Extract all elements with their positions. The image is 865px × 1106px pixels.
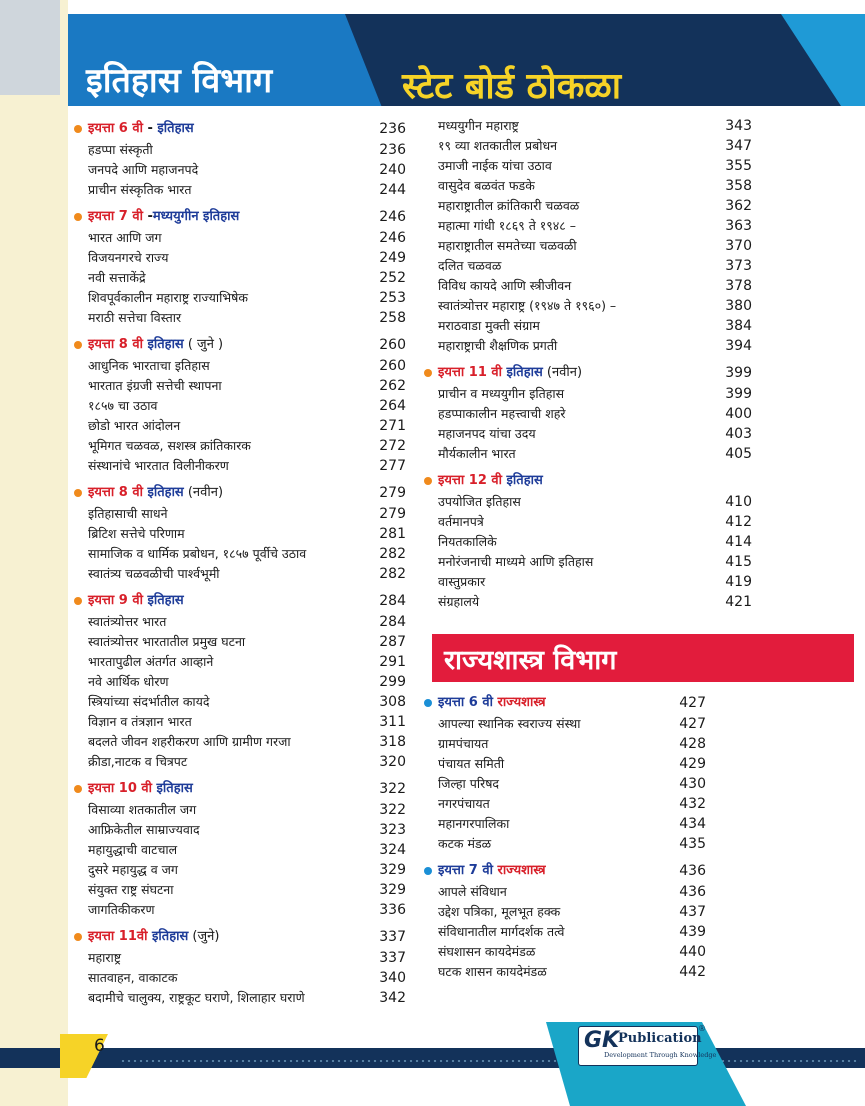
toc-page-number: 414	[725, 534, 752, 550]
toc-entry-title: विविध कायदे आणि स्त्रीजीवन	[438, 278, 572, 293]
toc-page-number: 439	[679, 924, 706, 940]
toc-entry	[422, 774, 712, 794]
section-standard: इयत्ता 8 वी	[88, 337, 143, 352]
toc-page-number: 436	[679, 863, 706, 879]
section-subject: इतिहास	[506, 473, 543, 488]
toc-page-number: 236	[379, 121, 406, 137]
toc-entry	[72, 968, 412, 988]
toc-entry	[422, 532, 762, 552]
book-title: स्टेट बोर्ड ठोकळा	[402, 66, 622, 107]
section-heading-text	[88, 206, 239, 228]
toc-page-number: 432	[679, 796, 706, 812]
toc-entry-title: वासुदेव बळवंत फडके	[438, 178, 535, 193]
toc-page-number: 279	[379, 506, 406, 522]
political-science-title: राज्यशास्त्र विभाग	[444, 645, 617, 676]
toc-entry	[422, 552, 762, 572]
toc-entry	[422, 444, 762, 464]
toc-page-number: 291	[379, 654, 406, 670]
toc-page-number: 252	[379, 270, 406, 286]
toc-entry-title: जागतिकीकरण	[88, 902, 155, 917]
section-subject: इतिहास	[157, 121, 194, 136]
toc-entry-title: संघशासन कायदेमंडळ	[438, 944, 536, 959]
toc-entry-title: भूमिगत चळवळ, सशस्त्र क्रांतिकारक	[88, 438, 251, 453]
toc-entry	[422, 176, 762, 196]
toc-page-number: 236	[379, 142, 406, 158]
section-separator: -	[142, 121, 158, 136]
section-standard: इयत्ता 11 वी	[438, 365, 503, 380]
toc-entry	[422, 196, 762, 216]
toc-page-number: 442	[679, 964, 706, 980]
toc-entry	[72, 632, 412, 652]
toc-entry-title: मराठी सत्तेचा विस्तार	[88, 310, 182, 325]
bullet-dot-icon	[424, 699, 432, 707]
toc-entry	[72, 860, 412, 880]
page-number: 6	[94, 1036, 105, 1056]
toc-entry	[72, 356, 412, 376]
toc-entry-title: विसाव्या शतकातील जग	[88, 802, 197, 817]
toc-entry-title: स्वातंत्र्योत्तर महाराष्ट्र (१९४७ ते १९६०) –	[438, 298, 617, 313]
toc-entry-title: जनपदे आणि महाजनपदे	[88, 162, 199, 177]
toc-page-number: 284	[379, 593, 406, 609]
registered-mark: ®	[698, 1024, 706, 1033]
bullet-dot-icon	[74, 341, 82, 349]
toc-page-number: 399	[725, 386, 752, 402]
toc-entry-title: आपल्या स्थानिक स्वराज्य संस्था	[438, 716, 581, 731]
toc-page-number: 271	[379, 418, 406, 434]
toc-entry	[72, 880, 412, 900]
toc-entry-title: हडप्पाकालीन महत्त्वाची शहरे	[438, 406, 566, 421]
toc-entry-title: आपले संविधान	[438, 884, 507, 899]
section-heading-text	[88, 926, 219, 948]
toc-entry	[72, 228, 412, 248]
section-note: (नवीन)	[183, 485, 224, 500]
toc-entry	[72, 436, 412, 456]
toc-entry	[422, 236, 762, 256]
toc-entry-title: हडप्पा संस्कृती	[88, 142, 153, 157]
toc-entry	[422, 922, 712, 942]
bullet-dot-icon	[74, 933, 82, 941]
toc-entry-title: शिवपूर्वकालीन महाराष्ट्र राज्याभिषेक	[88, 290, 249, 305]
toc-entry	[72, 160, 412, 180]
toc-entry	[422, 404, 762, 424]
toc-page-number: 427	[679, 695, 706, 711]
toc-entry-title: छोडो भारत आंदोलन	[88, 418, 181, 433]
toc-page-number: 244	[379, 182, 406, 198]
toc-page-number: 437	[679, 904, 706, 920]
toc-page-number: 337	[379, 950, 406, 966]
toc-page-number: 282	[379, 566, 406, 582]
toc-page-number: 322	[379, 781, 406, 797]
toc-entry	[72, 820, 412, 840]
toc-entry-title: इतिहासाची साधने	[88, 506, 168, 521]
toc-entry-title: क्रीडा,नाटक व चित्रपट	[88, 754, 188, 769]
toc-entry-title: नवी सत्ताकेंद्रे	[88, 270, 146, 285]
toc-section-heading	[422, 860, 712, 882]
toc-page-number: 428	[679, 736, 706, 752]
section-separator: -	[142, 209, 153, 224]
toc-entry-title: मनोरंजनाची माध्यमे आणि इतिहास	[438, 554, 594, 569]
section-heading-text	[438, 470, 543, 492]
toc-entry	[422, 384, 762, 404]
section-subject: इतिहास	[156, 781, 193, 796]
toc-entry	[72, 564, 412, 584]
toc-entry	[422, 754, 712, 774]
toc-page-number: 264	[379, 398, 406, 414]
toc-entry-title: दलित चळवळ	[438, 258, 502, 273]
toc-entry	[72, 752, 412, 772]
section-heading-text	[438, 362, 582, 384]
toc-entry-title: १९ व्या शतकातील प्रबोधन	[438, 138, 558, 153]
toc-entry-title: महाराष्ट्रातील समतेच्या चळवळी	[438, 238, 577, 253]
toc-entry-title: आधुनिक भारताचा इतिहास	[88, 358, 210, 373]
toc-entry-title: नियतकालिके	[438, 534, 497, 549]
section-standard: इयत्ता 6 वी	[88, 121, 143, 136]
toc-entry-title: वर्तमानपत्रे	[438, 514, 484, 529]
toc-page-number: 329	[379, 862, 406, 878]
toc-entry-title: महानगरपालिका	[438, 816, 510, 831]
toc-entry	[422, 156, 762, 176]
toc-entry-title: प्राचीन संस्कृतिक भारत	[88, 182, 192, 197]
toc-entry-title: संयुक्त राष्ट्र संघटना	[88, 882, 174, 897]
toc-section-heading	[72, 118, 412, 140]
section-heading-text	[88, 590, 184, 612]
toc-entry	[422, 592, 762, 612]
toc-entry-title: बदलते जीवन शहरीकरण आणि ग्रामीण गरजा	[88, 734, 291, 749]
toc-entry-title: विज्ञान व तंत्रज्ञान भारत	[88, 714, 192, 729]
toc-entry	[422, 216, 762, 236]
toc-page-number: 421	[725, 594, 752, 610]
toc-entry	[72, 180, 412, 200]
toc-entry-title: भारतात इंग्रजी सत्तेची स्थापना	[88, 378, 222, 393]
toc-entry	[72, 652, 412, 672]
toc-entry	[72, 396, 412, 416]
toc-entry-title: दुसरे महायुद्ध व जग	[88, 862, 178, 877]
toc-entry-title: भारतापुढील अंतर्गत आव्हाने	[88, 654, 214, 669]
toc-page-number: 358	[725, 178, 752, 194]
toc-entry	[72, 612, 412, 632]
section-subject: इतिहास	[147, 485, 184, 500]
toc-page-number: 287	[379, 634, 406, 650]
toc-entry-title: जिल्हा परिषद	[438, 776, 500, 791]
toc-page-number: 249	[379, 250, 406, 266]
toc-entry	[72, 900, 412, 920]
toc-entry	[72, 268, 412, 288]
toc-entry	[422, 512, 762, 532]
section-standard: इयत्ता 9 वी	[88, 593, 143, 608]
toc-entry-title: महाराष्ट्राची शैक्षणिक प्रगती	[438, 338, 558, 353]
toc-page-number: 329	[379, 882, 406, 898]
toc-page-number: 240	[379, 162, 406, 178]
toc-political-science-column	[422, 692, 712, 982]
footer-band	[0, 1048, 865, 1068]
toc-entry	[422, 834, 712, 854]
toc-page-number: 347	[725, 138, 752, 154]
toc-entry	[72, 732, 412, 752]
toc-page-number: 246	[379, 230, 406, 246]
history-section-title: इतिहास विभाग	[86, 61, 273, 101]
toc-page-number: 419	[725, 574, 752, 590]
toc-page-number: 318	[379, 734, 406, 750]
section-heading-text	[88, 482, 223, 504]
toc-entry-title: मौर्यकालीन भारत	[438, 446, 516, 461]
toc-entry	[72, 840, 412, 860]
toc-entry-title: महायुद्धाची वाटचाल	[88, 842, 178, 857]
toc-page-number: 363	[725, 218, 752, 234]
toc-page-number: 394	[725, 338, 752, 354]
toc-page-number: 262	[379, 378, 406, 394]
toc-entry-title: महात्मा गांधी १८६९ ते १९४८ –	[438, 218, 577, 233]
toc-page-number: 340	[379, 970, 406, 986]
toc-entry-title: संविधानातील मार्गदर्शक तत्वे	[438, 924, 565, 939]
toc-page-number: 253	[379, 290, 406, 306]
toc-entry-title: बदामीचे चालुक्य, राष्ट्रकूट घराणे, शिलाहार घराणे	[88, 990, 305, 1005]
toc-entry	[422, 256, 762, 276]
toc-entry-title: नवे आर्थिक धोरण	[88, 674, 169, 689]
toc-page-number: 342	[379, 990, 406, 1006]
toc-entry	[72, 544, 412, 564]
bullet-dot-icon	[424, 477, 432, 485]
toc-entry-title: वास्तुप्रकार	[438, 574, 486, 589]
toc-entry-title: स्वातंत्र्य चळवळीची पार्श्वभूमी	[88, 566, 220, 581]
section-standard: इयत्ता 10 वी	[88, 781, 153, 796]
toc-entry-title: उपयोजित इतिहास	[438, 494, 521, 509]
section-standard: इयत्ता 12 वी	[438, 473, 503, 488]
toc-entry-title: सातवाहन, वाकाटक	[88, 970, 178, 985]
section-subject: राज्यशास्त्र	[497, 695, 546, 710]
toc-entry	[72, 376, 412, 396]
toc-page-number: 284	[379, 614, 406, 630]
footer-dotted-line	[120, 1060, 860, 1062]
section-subject: मध्ययुगीन इतिहास	[152, 209, 240, 224]
toc-page-number: 440	[679, 944, 706, 960]
toc-page-number: 299	[379, 674, 406, 690]
toc-page-number: 355	[725, 158, 752, 174]
toc-entry	[422, 902, 712, 922]
toc-page-number: 435	[679, 836, 706, 852]
toc-entry-title: ग्रामपंचायत	[438, 736, 489, 751]
toc-page-number: 430	[679, 776, 706, 792]
bullet-dot-icon	[74, 213, 82, 221]
toc-entry-title: १८५७ चा उठाव	[88, 398, 158, 413]
bullet-dot-icon	[424, 867, 432, 875]
section-subject: इतिहास	[506, 365, 543, 380]
toc-page-number: 277	[379, 458, 406, 474]
toc-entry-title: स्वातंत्र्योत्तर भारत	[88, 614, 167, 629]
toc-section-heading	[72, 926, 412, 948]
left-corner-block	[0, 0, 60, 95]
toc-entry	[422, 814, 712, 834]
section-heading-text	[88, 118, 194, 140]
toc-entry-title: प्राचीन व मध्ययुगीन इतिहास	[438, 386, 565, 401]
toc-entry	[422, 492, 762, 512]
toc-entry-title: नगरपंचायत	[438, 796, 490, 811]
toc-page-number: 323	[379, 822, 406, 838]
section-standard: इयत्ता 6 वी	[438, 695, 493, 710]
toc-entry-title: उद्देश पत्रिका, मूलभूत हक्क	[438, 904, 561, 919]
toc-entry	[72, 524, 412, 544]
section-note: ( जुने )	[183, 337, 224, 352]
toc-entry-title: घटक शासन कायदेमंडळ	[438, 964, 547, 979]
section-standard: इयत्ता 8 वी	[88, 485, 143, 500]
toc-entry-title: आफ्रिकेतील साम्राज्यवाद	[88, 822, 200, 837]
toc-entry	[72, 988, 412, 1008]
toc-entry	[422, 794, 712, 814]
toc-entry	[72, 800, 412, 820]
toc-entry-title: कटक मंडळ	[438, 836, 492, 851]
toc-page-number: 281	[379, 526, 406, 542]
toc-page-number: 384	[725, 318, 752, 334]
toc-page-number: 260	[379, 337, 406, 353]
toc-entry	[72, 308, 412, 328]
toc-page-number: 415	[725, 554, 752, 570]
toc-section-heading	[422, 470, 762, 492]
toc-entry	[72, 288, 412, 308]
toc-page-number: 260	[379, 358, 406, 374]
section-subject: राज्यशास्त्र	[497, 863, 546, 878]
toc-page-number: 410	[725, 494, 752, 510]
toc-entry	[422, 136, 762, 156]
toc-entry	[72, 456, 412, 476]
toc-page-number: 246	[379, 209, 406, 225]
toc-entry	[422, 276, 762, 296]
toc-entry	[72, 416, 412, 436]
toc-entry-title: मध्ययुगीन महाराष्ट्र	[438, 118, 519, 133]
bullet-dot-icon	[74, 489, 82, 497]
toc-section-heading	[72, 334, 412, 356]
publisher-logo-name: Publication	[618, 1031, 702, 1046]
bullet-dot-icon	[424, 369, 432, 377]
toc-entry-title: उमाजी नाईक यांचा उठाव	[438, 158, 552, 173]
toc-entry-title: महाराष्ट्रातील क्रांतिकारी चळवळ	[438, 198, 580, 213]
toc-entry-title: ब्रिटिश सत्तेचे परिणाम	[88, 526, 185, 541]
bullet-dot-icon	[74, 785, 82, 793]
toc-section-heading	[422, 362, 762, 384]
toc-page-number: 320	[379, 754, 406, 770]
toc-entry	[422, 572, 762, 592]
toc-page-number: 370	[725, 238, 752, 254]
toc-entry	[422, 116, 762, 136]
toc-entry-title: विजयनगरचे राज्य	[88, 250, 169, 265]
section-subject: इतिहास	[152, 929, 189, 944]
toc-entry	[72, 692, 412, 712]
toc-entry-title: संग्रहालये	[438, 594, 480, 609]
section-subject: इतिहास	[147, 593, 184, 608]
toc-entry-title: संस्थानांचे भारतात विलीनीकरण	[88, 458, 229, 473]
section-heading-text	[88, 334, 223, 356]
toc-page-number: 311	[379, 714, 406, 730]
toc-entry	[72, 504, 412, 524]
toc-entry-title: सामाजिक व धार्मिक प्रबोधन, १८५७ पूर्वीचे उठाव	[88, 546, 307, 561]
toc-page-number: 336	[379, 902, 406, 918]
toc-page-number: 337	[379, 929, 406, 945]
toc-entry-title: पंचायत समिती	[438, 756, 505, 771]
section-standard: इयत्ता 7 वी	[438, 863, 493, 878]
toc-entry	[72, 248, 412, 268]
toc-page-number: 279	[379, 485, 406, 501]
toc-page-number: 373	[725, 258, 752, 274]
toc-page-number: 400	[725, 406, 752, 422]
toc-page-number: 282	[379, 546, 406, 562]
toc-left-column	[72, 118, 412, 1008]
toc-entry	[72, 672, 412, 692]
toc-entry-title: भारत आणि जग	[88, 230, 162, 245]
toc-entry	[422, 734, 712, 754]
toc-entry-title: स्त्रियांच्या संदर्भातील कायदे	[88, 694, 210, 709]
toc-page-number: 258	[379, 310, 406, 326]
toc-middle-column	[422, 116, 762, 612]
toc-section-heading	[422, 692, 712, 714]
toc-entry	[422, 882, 712, 902]
toc-page-number: 434	[679, 816, 706, 832]
toc-page-number: 362	[725, 198, 752, 214]
toc-page-number: 403	[725, 426, 752, 442]
toc-page-number: 322	[379, 802, 406, 818]
toc-entry	[422, 424, 762, 444]
left-margin-strip	[0, 0, 68, 1106]
toc-page-number: 427	[679, 716, 706, 732]
toc-section-heading	[72, 482, 412, 504]
toc-page-number: 429	[679, 756, 706, 772]
toc-page-number: 405	[725, 446, 752, 462]
toc-page-number: 343	[725, 118, 752, 134]
toc-entry	[422, 336, 762, 356]
toc-section-heading	[72, 590, 412, 612]
toc-entry	[422, 714, 712, 734]
toc-page-number: 324	[379, 842, 406, 858]
toc-page-number: 436	[679, 884, 706, 900]
section-note: (जुने)	[188, 929, 220, 944]
bullet-dot-icon	[74, 125, 82, 133]
section-heading-text	[88, 778, 193, 800]
bullet-dot-icon	[74, 597, 82, 605]
publisher-logo-tagline: Development Through Knowledge	[604, 1051, 717, 1059]
toc-page-number: 399	[725, 365, 752, 381]
toc-entry	[422, 296, 762, 316]
section-heading-text	[438, 692, 546, 714]
toc-page-number: 272	[379, 438, 406, 454]
toc-page-number: 412	[725, 514, 752, 530]
publisher-logo-mark: GK	[584, 1028, 620, 1053]
toc-entry-title: महाजनपद यांचा उदय	[438, 426, 536, 441]
section-note: (नवीन)	[542, 365, 583, 380]
toc-entry-title: स्वातंत्र्योत्तर भारतातील प्रमुख घटना	[88, 634, 246, 649]
toc-section-heading	[72, 206, 412, 228]
toc-entry-title: महाराष्ट्र	[88, 950, 122, 965]
toc-entry	[422, 942, 712, 962]
section-standard: इयत्ता 11वी	[88, 929, 148, 944]
toc-page-number: 380	[725, 298, 752, 314]
toc-page-number: 308	[379, 694, 406, 710]
toc-entry-title: मराठवाडा मुक्ती संग्राम	[438, 318, 540, 333]
section-heading-text	[438, 860, 546, 882]
toc-entry	[422, 962, 712, 982]
toc-entry	[72, 948, 412, 968]
section-standard: इयत्ता 7 वी	[88, 209, 143, 224]
toc-page-number: 378	[725, 278, 752, 294]
toc-entry	[72, 712, 412, 732]
toc-section-heading	[72, 778, 412, 800]
toc-entry	[72, 140, 412, 160]
section-subject: इतिहास	[147, 337, 184, 352]
toc-entry	[422, 316, 762, 336]
